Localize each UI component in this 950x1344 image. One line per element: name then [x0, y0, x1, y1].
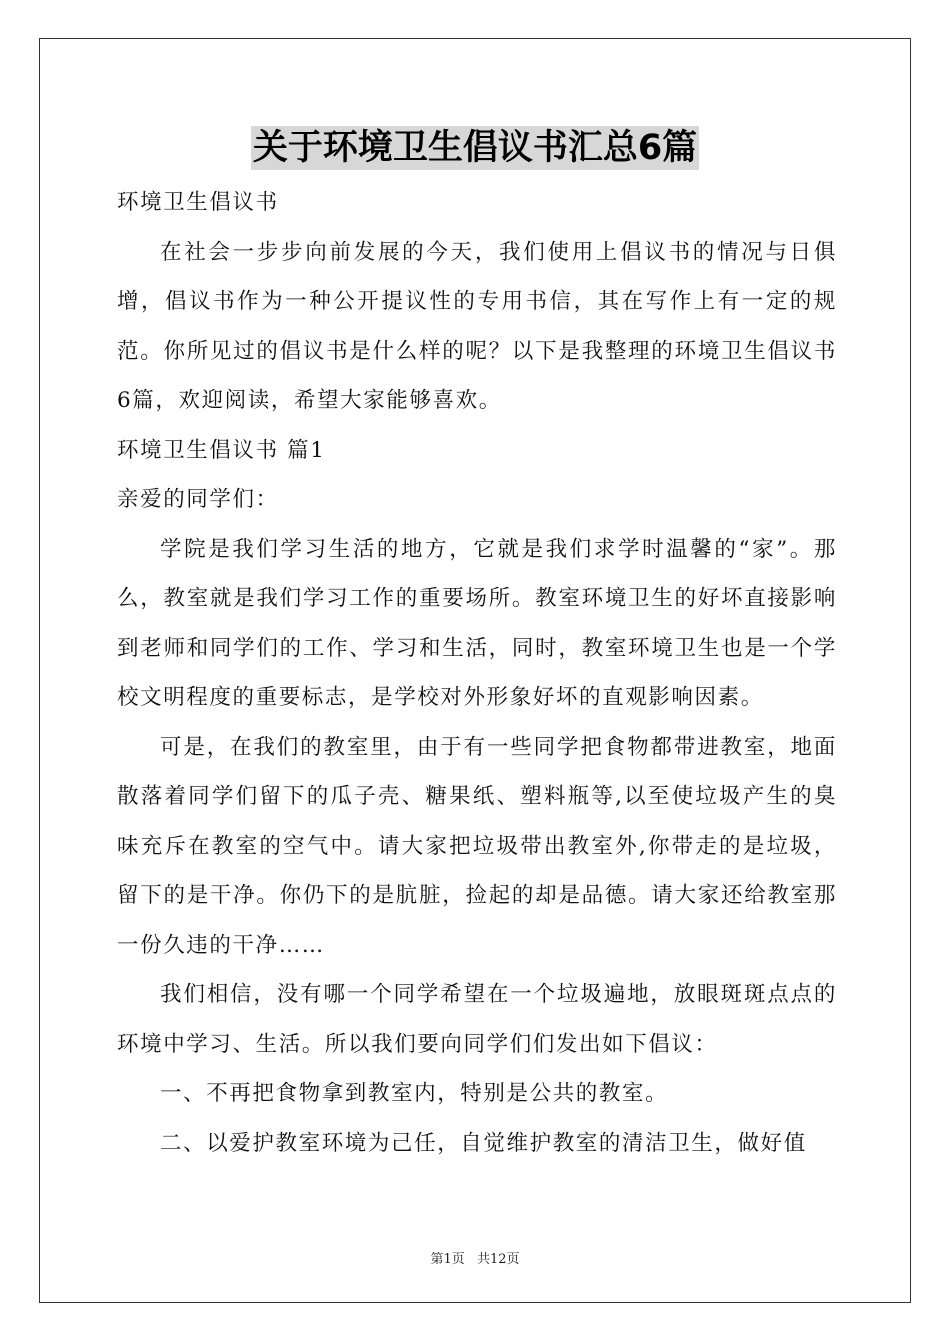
- salutation: 亲爱的同学们：: [117, 487, 279, 512]
- paragraph: 可是，在我们的教室里，由于有一些同学把食物都带进教室，地面散落着同学们留下的瓜子壳、糖果纸、塑料瓶等,以至使垃圾产生的臭味充斥在教室的空气中。请大家把垃圾带出教室外,你带走的是垃圾，留下的是干净。你仍下的是肮脏，捡起的却是品德。请大家还给教室那一份久违的干净……: [117, 734, 837, 958]
- paragraph: 在社会一步步向前发展的今天，我们使用上倡议书的情况与日俱增，倡议书作为一种公开提议性的专用书信，其在写作上有一定的规范。你所见过的倡议书是什么样的呢？以下是我整理的环境卫生倡议书6篇，欢迎阅读，希望大家能够喜欢。: [117, 239, 837, 413]
- list-item: 一、不再把食物拿到教室内，特别是公共的教室。: [160, 1081, 669, 1106]
- paragraph: 学院是我们学习生活的地方，它就是我们求学时温馨的“家”。那么，教室就是我们学习工作的重要场所。教室环境卫生的好坏直接影响到老师和同学们的工作、学习和生活，同时，教室环境卫生也是一个学校文明程度的重要标志，是学校对外形象好坏的直观影响因素。: [117, 536, 837, 710]
- page-number: 第1页: [430, 1252, 465, 1267]
- list-item: 二、以爱护教室环境为己任，自觉维护教室的清洁卫生，做好值: [160, 1130, 807, 1156]
- document-title: 关于环境卫生倡议书汇总6篇: [252, 128, 698, 168]
- paragraph: 我们相信，没有哪一个同学希望在一个垃圾遍地，放眼斑斑点点的环境中学习、生活。所以我们要向同学们们发出如下倡议：: [117, 982, 837, 1057]
- document-body: [117, 178, 837, 1168]
- title-container: [0, 126, 950, 170]
- section-heading: 环境卫生倡议书 篇1: [117, 437, 326, 463]
- paragraph: 环境卫生倡议书: [117, 190, 279, 215]
- page-total: 共12页: [476, 1252, 520, 1267]
- page-footer: [0, 1248, 950, 1267]
